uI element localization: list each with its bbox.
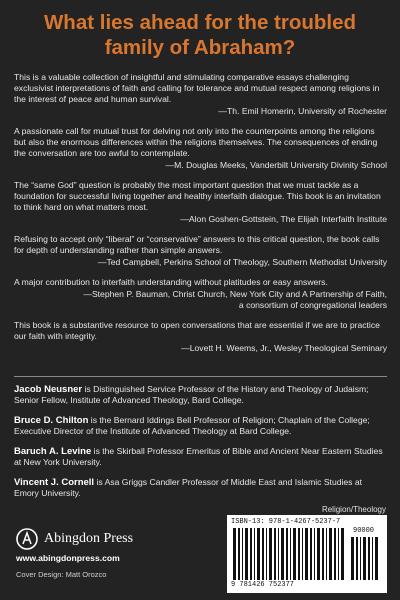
barcode-bar (326, 528, 327, 580)
attribution-line: a consortium of congregational leaders (238, 300, 387, 310)
barcode-bar (250, 528, 252, 580)
author-bio-text: is the Skirball Professor Emeritus of Bible and Ancient Near Eastern Studies at New York University. (14, 446, 383, 467)
author-bio (14, 384, 387, 406)
barcode-bar (338, 528, 339, 580)
price-code: 90000 (353, 527, 375, 535)
review-attribution (14, 289, 387, 311)
barcode-bar (341, 528, 344, 580)
addon-barcode-icon (351, 537, 381, 580)
barcode-bar (293, 528, 296, 580)
review-1 (14, 72, 387, 117)
barcode-digits: 9 781426 752377 (231, 581, 295, 589)
barcode-bar (322, 528, 324, 580)
barcode-bar (314, 528, 315, 580)
abingdon-logo-icon (16, 528, 38, 550)
review-attribution (14, 106, 387, 117)
review-attribution (14, 160, 387, 171)
barcode-bar (286, 528, 288, 580)
review-attribution (14, 257, 387, 268)
barcode-bar (368, 537, 370, 580)
barcode-bar (290, 528, 291, 580)
barcode-bar (254, 528, 255, 580)
barcode-bar (269, 528, 272, 580)
publisher-logo (16, 528, 133, 550)
review-attribution (14, 214, 387, 225)
barcode-bar (375, 537, 378, 580)
category-label: Religion/Theology (321, 505, 386, 514)
publisher-name: Abingdon Press (44, 531, 134, 546)
attribution-line: —Alon Goshen-Gottstein, The Elijah Interfaith Institute (180, 214, 387, 224)
author-name: Jacob Neusner (14, 384, 83, 395)
barcode-bar (302, 528, 303, 580)
author-bio (14, 415, 387, 437)
review-quote: This book is a substantive resource to open conversations that are essential if we are to practice our faith with integrity. (14, 320, 380, 341)
isbn-text: ISBN-13: 978-1-4267-5237-7 (231, 518, 341, 526)
barcode-bar (257, 528, 260, 580)
author-bios (14, 384, 387, 508)
barcode-bar (274, 528, 276, 580)
barcode-bar (329, 528, 332, 580)
barcode-bar (278, 528, 279, 580)
barcode-icon (233, 528, 345, 580)
publisher-url: www.abingdonpress.com (16, 553, 120, 563)
cover-design-credit: Cover Design: Matt Orozco (16, 570, 107, 579)
review-quote: A passionate call for mutual trust for delving not only into the counterpoints among the religions but also the enormous differences within the religions themselves. The consequences of ending the conversation are too awful to contemplate. (14, 126, 378, 158)
author-bio-text: is Distinguished Service Professor of the History and Theology of Judaism; Senior Fellow, Institute of Advanced Theology, Bard College. (14, 384, 369, 405)
barcode-bar (266, 528, 267, 580)
barcode-bar (334, 528, 336, 580)
headline (0, 10, 400, 60)
review-quote: Refusing to accept only “liberal” or “conservative” answers to this critical question, the book calls for depth of understanding rather than simple answers. (14, 234, 380, 255)
author-bio (14, 446, 387, 468)
barcode-bar (245, 528, 248, 580)
review-5 (14, 277, 387, 311)
barcode-bar (356, 537, 358, 580)
review-quote: The “same God” question is probably the most important question that we must tackle as a foundation for successful living together and healthy interfaith dialogue. This book is an invitation to think hard on what matters most. (14, 180, 381, 212)
author-name: Baruch A. Levine (14, 446, 92, 457)
barcode-bar (372, 537, 373, 580)
review-2 (14, 126, 387, 171)
author-bio-text: is the Bernard Iddings Bell Professor of Religion; Chaplain of the College; Executive Director of the Institute of Advanced Theology at Bard College. (14, 415, 370, 436)
barcode-bar (238, 528, 240, 580)
barcode-bar (281, 528, 284, 580)
review-4 (14, 234, 387, 268)
barcode-bar (233, 528, 236, 580)
author-bio-text: is Asa Griggs Candler Professor of Middle East and Islamic Studies at Emory University. (14, 477, 363, 498)
review-6 (14, 320, 387, 354)
barcode-bar (317, 528, 320, 580)
attribution-line: —Stephen P. Bauman, Christ Church, New York City and A Partnership of Faith, (83, 289, 387, 299)
barcode-bar (305, 528, 308, 580)
review-attribution (14, 343, 387, 354)
attribution-line: —M. Douglas Meeks, Vanderbilt University Divinity School (165, 160, 387, 170)
attribution-line: —Lovett H. Weems, Jr., Wesley Theological Seminary (181, 343, 387, 353)
barcode-bar (262, 528, 264, 580)
barcode-bar (360, 537, 361, 580)
headline-line-2: family of Abraham? (104, 36, 296, 59)
attribution-line: —Th. Emil Homerin, University of Rochester (218, 106, 387, 116)
author-bio (14, 477, 387, 499)
barcode-bar (351, 537, 354, 580)
author-name: Vincent J. Cornell (14, 477, 95, 488)
attribution-line: —Ted Campbell, Perkins School of Theology, Southern Methodist University (97, 257, 387, 267)
barcode-bar (363, 537, 366, 580)
headline-line-1: What lies ahead for the troubled (43, 11, 357, 34)
review-quote: A major contribution to interfaith understanding without platitudes or easy answers. (14, 277, 328, 287)
barcode-block (227, 515, 387, 593)
barcode-bar (310, 528, 312, 580)
reviews-section (14, 72, 387, 363)
review-quote: This is a valuable collection of insightful and stimulating comparative essays challenging exclusivist interpretations of faith and calling for tolerance and mutual respect among religions in the interest of peace and human survival. (14, 72, 380, 104)
review-3 (14, 180, 387, 225)
barcode-bar (242, 528, 243, 580)
section-divider (14, 376, 387, 377)
barcode-bar (298, 528, 300, 580)
author-name: Bruce D. Chilton (14, 415, 89, 426)
